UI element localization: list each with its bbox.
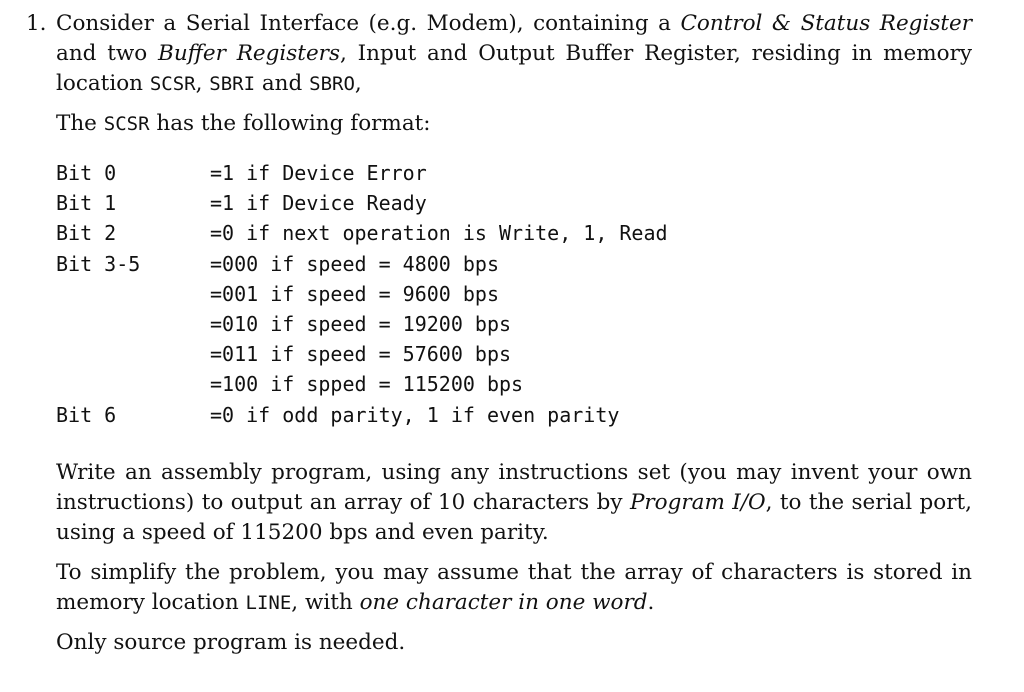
intro-text-3: , Input and Output Buffer Register, residing in memory location	[56, 41, 972, 96]
format-text-2: has the following format:	[149, 111, 431, 136]
bit-description: =0 if odd parity, 1 if even parity	[210, 402, 620, 427]
note-paragraph: Only source program is needed.	[56, 629, 406, 655]
format-text-1: The	[56, 111, 104, 136]
bit-name	[56, 279, 210, 309]
assume-text-1: To simplify the problem, you may assume that the array of characters is stored in memory location	[56, 559, 972, 615]
bit-name: Bit 3-5	[56, 251, 141, 276]
bit-description: =1 if Device Error	[210, 161, 427, 185]
bit-description: =000 if speed = 4800 bps	[210, 251, 499, 276]
bit-row	[56, 249, 972, 279]
bit-description: =010 if speed = 19200 bps	[210, 312, 512, 337]
task-italic-program-io: Program I/O	[629, 489, 766, 515]
assume-text-2: , with	[291, 589, 360, 615]
intro-text-6: ,	[354, 71, 362, 96]
bit-name	[56, 309, 210, 339]
question-number: 1.	[26, 11, 47, 36]
bit-row	[56, 188, 972, 218]
bit-description: =100 if spped = 115200 bps	[210, 372, 524, 397]
format-code-scsr: SCSR	[103, 113, 150, 135]
bit-row	[56, 400, 972, 430]
bit-row	[56, 309, 972, 339]
bit-description: =0 if next operation is Write, 1, Read	[210, 221, 668, 246]
question-body	[56, 9, 972, 658]
assumption-paragraph	[56, 558, 972, 618]
intro-text-2: and two	[56, 41, 159, 66]
assume-code-line: LINE	[245, 591, 292, 614]
intro-code-sbri: SBRI	[209, 73, 256, 95]
bit-name: Bit 6	[56, 402, 117, 427]
bit-row	[56, 218, 972, 248]
assume-italic-one-character: one character in one word	[359, 589, 648, 615]
bit-description: =1 if Device Ready	[210, 191, 427, 216]
intro-code-sbro: SBRO	[309, 73, 355, 95]
intro-italic-control-status: Control & Status Register	[680, 11, 972, 36]
bit-row	[56, 158, 972, 188]
bit-name: Bit 1	[56, 191, 117, 216]
intro-text-4: ,	[195, 71, 210, 96]
intro-text-5: and	[255, 71, 310, 96]
task-paragraph	[56, 458, 972, 548]
format-paragraph	[56, 109, 972, 139]
assume-text-3: .	[647, 589, 655, 615]
bit-name: Bit 2	[56, 221, 117, 246]
task-text-2: , to the serial port, using a speed of 115200 bps and even parity.	[56, 489, 972, 545]
bit-name	[56, 369, 210, 399]
intro-code-scsr: SCSR	[149, 73, 196, 95]
question-item	[26, 9, 972, 658]
intro-text-1: Consider a Serial Interface (e.g. Modem), containing a	[56, 11, 681, 36]
intro-italic-buffer-registers: Buffer Registers	[158, 41, 340, 66]
bit-description: =001 if speed = 9600 bps	[210, 281, 499, 306]
intro-paragraph	[56, 9, 972, 99]
bit-format-table	[56, 158, 972, 430]
bit-row	[56, 369, 972, 399]
bit-name	[56, 339, 210, 369]
bit-row	[56, 339, 972, 369]
bit-name: Bit 0	[56, 161, 117, 185]
task-text-1: Write an assembly program, using any instructions set (you may invent your own instructions) to output an array of 10 characters by	[56, 459, 972, 515]
bit-description: =011 if speed = 57600 bps	[210, 342, 512, 367]
bit-row	[56, 279, 972, 309]
question-document	[26, 9, 972, 658]
